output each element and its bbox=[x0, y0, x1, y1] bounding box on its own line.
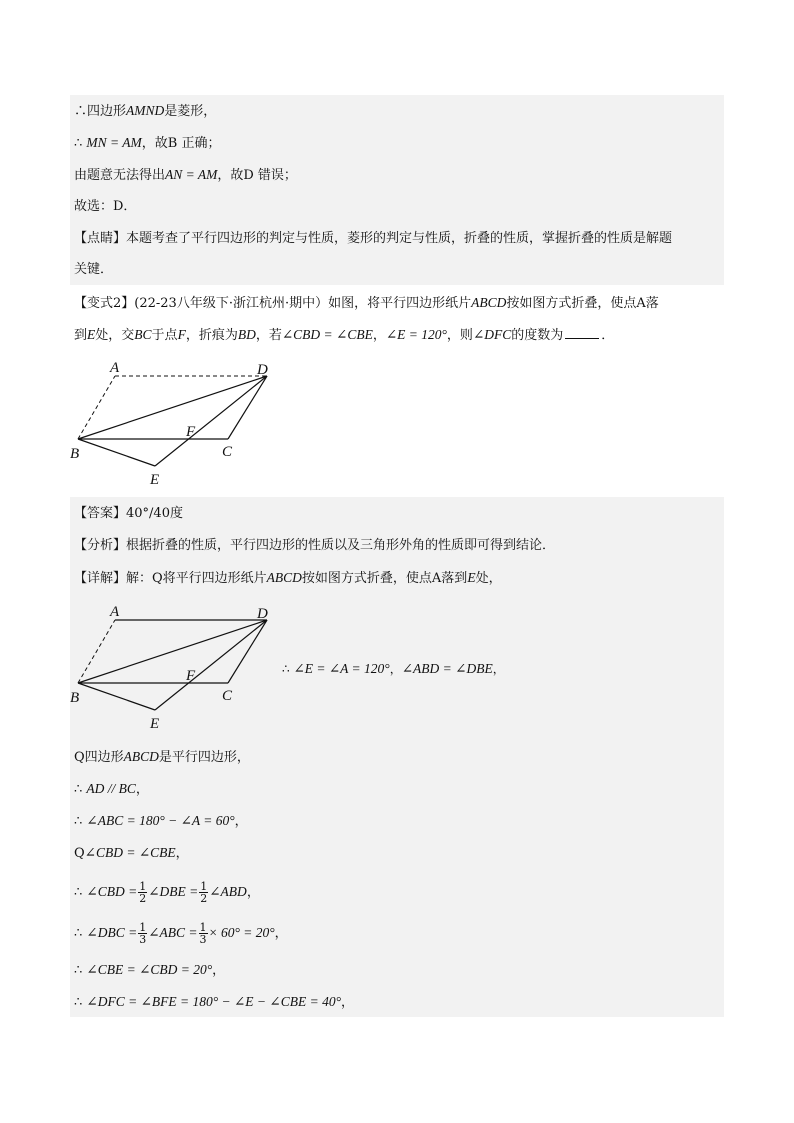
fraction-third: $\frac{1}{3}$ bbox=[199, 921, 207, 946]
fraction-third: $\frac{1}{3}$ bbox=[139, 921, 147, 946]
step-4: Q∠CBD = ∠CBE， bbox=[74, 845, 189, 861]
comment-line-1: 【点睛】本题考查了平行四边形的判定与性质，菱形的判定与性质，折叠的性质，掌握折叠的性质是解题 bbox=[74, 231, 673, 246]
step-1: Q四边形ABCD是平行四边形， bbox=[74, 749, 250, 765]
step-2: ∴ AD // BC， bbox=[74, 781, 149, 797]
fraction-half: $\frac{1}{2}$ bbox=[200, 880, 208, 905]
line-rhombus: ∴四边形AMND是菱形， bbox=[74, 103, 217, 119]
label-F: F bbox=[186, 424, 196, 440]
comment-line-2: 关键． bbox=[74, 262, 114, 277]
label-A: A bbox=[110, 360, 120, 376]
figure-1 bbox=[66, 356, 286, 496]
label-E: E bbox=[150, 472, 160, 488]
edge-be bbox=[78, 683, 155, 710]
fraction-half: $\frac{1}{2}$ bbox=[139, 880, 147, 905]
edge-bd bbox=[78, 620, 267, 683]
answer-blank bbox=[565, 328, 599, 339]
edge-ba-dashed bbox=[78, 376, 115, 439]
detail-line: 【详解】解：Q将平行四边形纸片ABCD按如图方式折叠，使点A落到E处， bbox=[74, 570, 502, 586]
label-C: C bbox=[222, 444, 233, 460]
edge-ed bbox=[155, 620, 267, 710]
figure2-side-text: ∴ ∠E = ∠A = 120°，∠ABD = ∠DBE， bbox=[282, 661, 505, 676]
label-F: F bbox=[186, 668, 196, 684]
analysis-line: 【分析】根据折叠的性质，平行四边形的性质以及三角形外角的性质即可得到结论． bbox=[74, 538, 556, 553]
edge-dc bbox=[228, 376, 267, 439]
edge-ba-dashed bbox=[78, 620, 115, 683]
answer-line: 【答案】40°/40度 bbox=[74, 506, 183, 521]
line-choice: 故选：D． bbox=[74, 199, 137, 214]
question-line-2: 到E处，交BC于点F，折痕为BD，若∠CBD = ∠CBE，∠E = 120°，则∠DFC的度数为 ． bbox=[74, 327, 615, 343]
label-D: D bbox=[257, 606, 268, 622]
label-A: A bbox=[110, 604, 120, 620]
step-3: ∴ ∠ABC = 180° − ∠A = 60°， bbox=[74, 813, 248, 829]
label-E: E bbox=[150, 716, 160, 732]
figure-2 bbox=[66, 598, 286, 738]
label-D: D bbox=[257, 362, 268, 378]
label-B: B bbox=[70, 446, 80, 462]
line-an-am: 由题意无法得出AN = AM，故D 错误； bbox=[74, 167, 297, 183]
edge-ed bbox=[155, 376, 267, 466]
edge-be bbox=[78, 439, 155, 466]
question-line-1: 【变式2】(22-23八年级下·浙江杭州·期中）如图，将平行四边形纸片ABCD按如图方式折叠，使点A落 bbox=[74, 295, 659, 311]
label-B: B bbox=[70, 690, 80, 706]
step-7: ∴ ∠CBE = ∠CBD = 20°， bbox=[74, 962, 226, 978]
step-8: ∴ ∠DFC = ∠BFE = 180° − ∠E − ∠CBE = 40°， bbox=[74, 994, 354, 1010]
prev-solution-block bbox=[70, 95, 724, 285]
step-6: ∴ ∠DBC = $\frac{1}{3}$ ∠ABC = $\frac{1}{3}$ × 60° = 20°， bbox=[74, 921, 288, 946]
line-mn-am: ∴ MN = AM，故B 正确； bbox=[74, 135, 221, 151]
edge-bd bbox=[78, 376, 267, 439]
edge-dc bbox=[228, 620, 267, 683]
label-C: C bbox=[222, 688, 233, 704]
step-5: ∴ ∠CBD = $\frac{1}{2}$ ∠DBE = $\frac{1}{2}$ ∠ABD， bbox=[74, 880, 260, 905]
